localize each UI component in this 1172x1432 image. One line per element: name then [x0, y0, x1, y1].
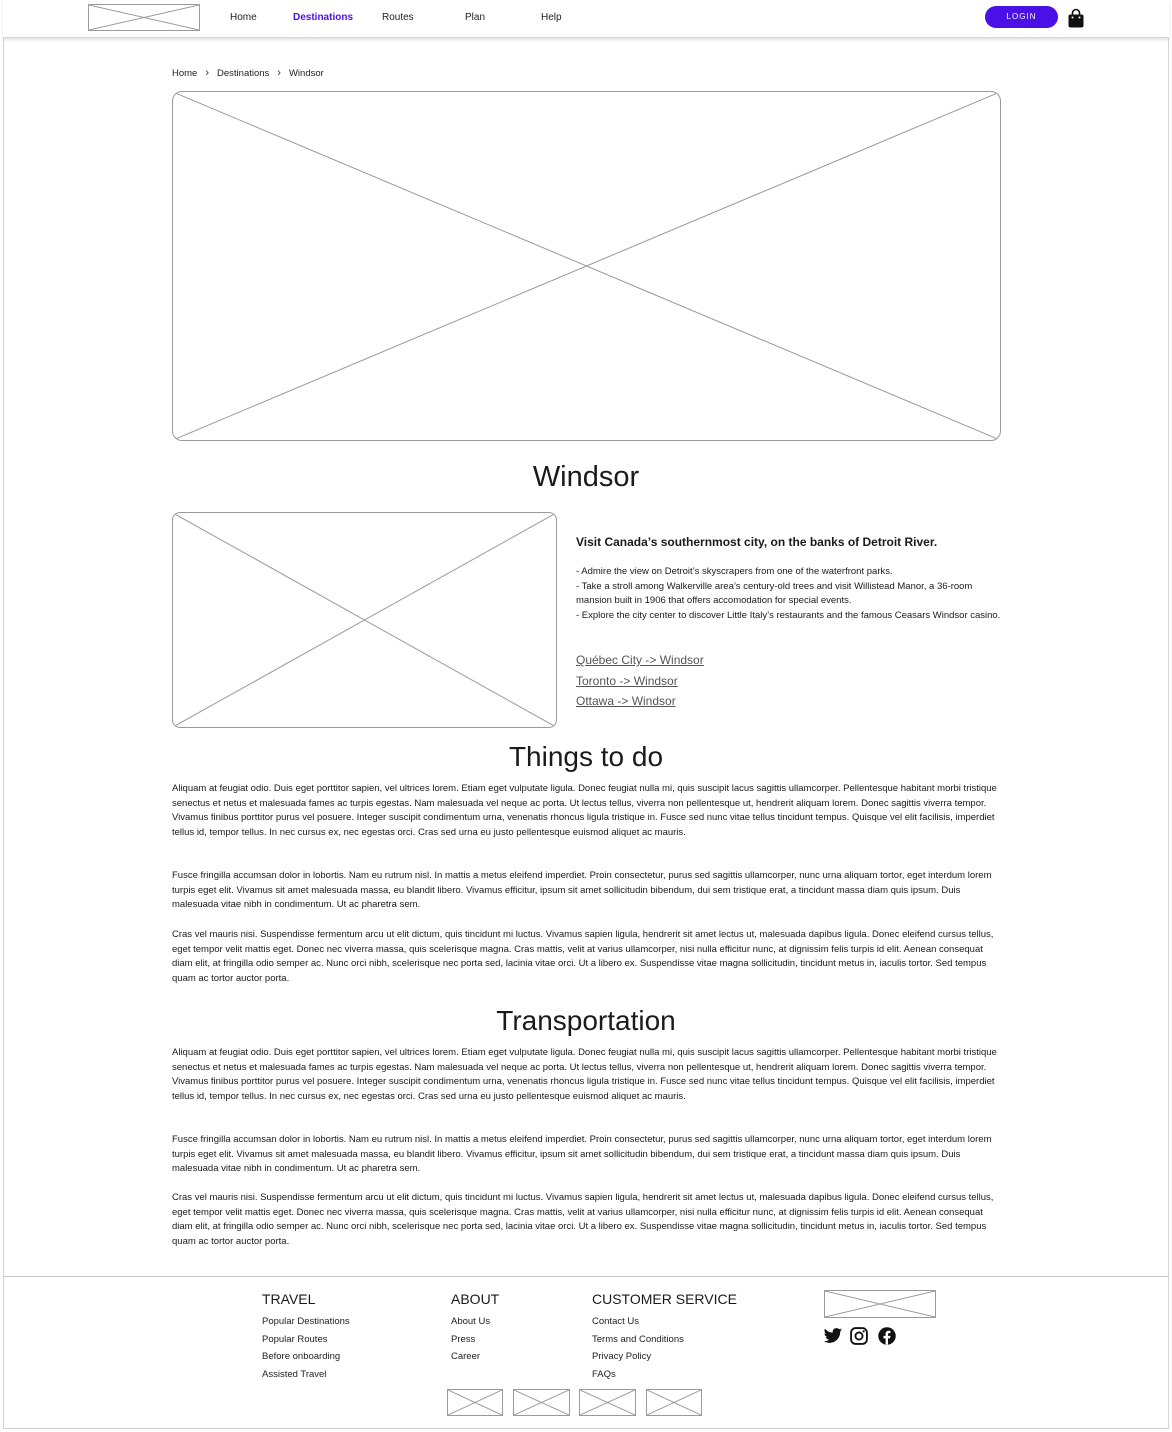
transportation-paragraph: Fusce fringilla accumsan dolor in lobortis. Nam eu rutrum nisl. In mattis a metus eleifend imperdiet. Proin consectetur, purus sed sagittis ullamcorper, nunc urna aliquam tortor, eget interdum lorem turpis eget elit. Vivamus sit amet malesuada massa, eu blandit libero. Vivamus efficitur, ipsum sit amet sollicitudin bibendum, dui sem tristique erat, a tincidunt massa diam quis ipsum. Duis malesuada vitae nibh in condimentum. Ut ac pharetra sem. [172, 1134, 992, 1175]
route-links [576, 650, 704, 712]
transportation-paragraph: Aliquam at feugiat odio. Duis eget porttitor sapien, vel ultrices lorem. Etiam eget vulputate ligula. Donec feugiat nulla mi, quis suscipit lacus sagittis ullamcorper. Pellentesque habitant morbi tristique senectus et netus et malesuada fames ac turpis egestas. Nam malesuada vel neque ac porta. Ut lectus tellus, viverra non pellentesque ut, hendrerit aliquam lorem. Donec sagittis viverra tempor. Vivamus finibus porttitor purus vel posuere. Integer suscipit condimentum urna, venenatis rhoncus ligula tristique in. Fusce sed nunc vitae tellus tincidunt tempus. Quisque vel elit facilisis, imperdiet tellus id, tempor tellus. In nec cursus ex, nec egestas orci. Cras sed urna eu justo pellentesque euismod aliquet ac mauris. [172, 1047, 997, 1102]
nav-plan[interactable]: Plan [465, 12, 486, 23]
intro-block [576, 535, 1001, 623]
city-image-placeholder [172, 512, 557, 728]
footer-badge-placeholder [646, 1389, 702, 1416]
footer-link[interactable]: Terms and Conditions [592, 1333, 684, 1345]
page-title: Windsor [532, 461, 640, 493]
footer-about-title: ABOUT [451, 1291, 500, 1307]
shopping-bag-icon[interactable] [1067, 8, 1085, 28]
footer-customer-service [592, 1291, 737, 1383]
chevron-right-icon: › [205, 67, 210, 79]
facebook-icon[interactable] [877, 1326, 897, 1346]
breadcrumb-home[interactable]: Home [172, 67, 198, 79]
chevron-right-icon: › [277, 67, 281, 79]
logo-placeholder[interactable] [88, 4, 200, 31]
login-button[interactable]: LOGIN [985, 6, 1058, 28]
footer-about [451, 1291, 499, 1366]
footer-link[interactable]: Privacy Policy [592, 1351, 652, 1362]
transportation-paragraph: Cras vel mauris nisi. Suspendisse fermentum arcu ut elit dictum, quis tincidunt mi luctus. Vivamus sapien ligula, hendrerit sit amet lectus ut, malesuada dapibus ligula. Donec eleifend cursus tellus, eget tempor velit mattis eget. Donec nec viverra massa, quis scelerisque magna. Cras mattis, velit at varius ullamcorper, nisi nulla efficitur nunc, at dignissim felis turpis id elit. Aenean consequat diam elit, at fringilla odio semper ac. Nunc orci nibh, scelerisque nec porta sed, lacinia vitae orci. Ut a libero ex. Suspendisse vitae magna sollicitudin, tincidunt metus in, iaculis tortor. Sed tempus quam ac tortor auctor porta. [172, 1192, 994, 1247]
intro-bullet: - Admire the view on Detroit’s skyscrapers from one of the waterfront parks. [576, 566, 893, 577]
footer-badge-placeholder [579, 1389, 636, 1416]
footer-badge-placeholder [513, 1389, 570, 1416]
header [3, 0, 1169, 38]
breadcrumb-destinations[interactable]: Destinations [217, 67, 270, 79]
transportation-title: Transportation [496, 1005, 676, 1036]
footer-divider [3, 1276, 1169, 1277]
footer-link[interactable]: Contact Us [592, 1316, 639, 1327]
footer-link[interactable]: Assisted Travel [262, 1368, 327, 1380]
things-to-do-paragraph: Cras vel mauris nisi. Suspendisse fermentum arcu ut elit dictum, quis tincidunt mi luctus. Vivamus sapien ligula, hendrerit sit amet lectus ut, malesuada dapibus ligula. Donec eleifend cursus tellus, eget tempor velit mattis eget. Donec nec viverra massa, quis scelerisque magna. Cras mattis, velit at varius ullamcorper, nisi nulla efficitur nunc, at dignissim felis turpis id elit. Aenean consequat diam elit, at fringilla odio semper ac. Nunc orci nibh, scelerisque nec porta sed, lacinia vitae orci. Ut a libero ex. Suspendisse vitae magna sollicitudin, tincidunt metus in, iaculis tortor. Sed tempus quam ac tortor auctor porta. [172, 929, 994, 984]
route-link-quebec[interactable]: Québec City -> Windsor [576, 653, 704, 667]
intro-bullet: - Explore the city center to discover Little Italy’s restaurants and the famous Ceasars Windsor casino. [576, 609, 1001, 621]
nav-help[interactable]: Help [541, 12, 562, 23]
footer-link[interactable]: About Us [451, 1316, 491, 1327]
twitter-icon[interactable] [823, 1326, 843, 1346]
route-link-ottawa[interactable]: Ottawa -> Windsor [576, 694, 676, 708]
breadcrumb-current: Windsor [288, 67, 324, 79]
hero-image-placeholder [172, 91, 1001, 441]
things-to-do-title: Things to do [508, 741, 664, 772]
footer-link[interactable]: Popular Destinations [262, 1316, 350, 1327]
nav-destinations[interactable]: Destinations [293, 12, 354, 23]
footer-link[interactable]: FAQs [592, 1368, 616, 1380]
footer-link[interactable]: Career [451, 1351, 481, 1362]
nav-routes[interactable]: Routes [382, 12, 414, 23]
footer-badge-placeholder [447, 1389, 503, 1416]
things-to-do-paragraph: Fusce fringilla accumsan dolor in lobortis. Nam eu rutrum nisl. In mattis a metus eleifend imperdiet. Proin consectetur, purus sed sagittis ullamcorper, nunc urna aliquam tortor, eget interdum lorem turpis eget elit. Vivamus sit amet malesuada massa, eu blandit libero. Vivamus efficitur, ipsum sit amet sollicitudin bibendum, dui sem tristique erat, a tincidunt massa diam quis ipsum. Duis malesuada vitae nibh in condimentum. Ut ac pharetra sem. [172, 870, 992, 911]
footer-travel-title: TRAVEL [262, 1291, 316, 1307]
footer-logo-placeholder [824, 1290, 936, 1318]
intro-bullet: - Take a stroll among Walkerville area’s century-old trees and visit Willistead Manor, a 36-room mansion built in 1906 that offers accomodation for special events. [576, 580, 973, 606]
instagram-icon[interactable] [849, 1326, 869, 1346]
footer-link[interactable]: Before onboarding [262, 1351, 341, 1362]
footer-link[interactable]: Press [451, 1333, 476, 1345]
footer-service-title: CUSTOMER SERVICE [592, 1291, 737, 1307]
breadcrumb [172, 67, 324, 79]
things-to-do-paragraph: Aliquam at feugiat odio. Duis eget porttitor sapien, vel ultrices lorem. Etiam eget vulputate ligula. Donec feugiat nulla mi, quis suscipit lacus sagittis ullamcorper. Pellentesque habitant morbi tristique senectus et netus et malesuada fames ac turpis egestas. Nam malesuada vel neque ac porta. Ut lectus tellus, viverra non pellentesque ut, hendrerit aliquam lorem. Donec sagittis viverra tempor. Vivamus finibus porttitor purus vel posuere. Integer suscipit condimentum urna, venenatis rhoncus ligula tristique in. Fusce sed nunc vitae tellus tincidunt tempus. Quisque vel elit facilisis, imperdiet tellus id, tempor tellus. In nec cursus ex, nec egestas orci. Cras sed urna eu justo pellentesque euismod aliquet ac mauris. [172, 783, 997, 838]
footer-travel [262, 1291, 350, 1383]
footer-link[interactable]: Popular Routes [262, 1333, 328, 1345]
route-link-toronto[interactable]: Toronto -> Windsor [576, 673, 678, 688]
nav-home[interactable]: Home [230, 12, 257, 23]
intro-heading: Visit Canada’s southernmost city, on the banks of Detroit River. [576, 535, 938, 549]
